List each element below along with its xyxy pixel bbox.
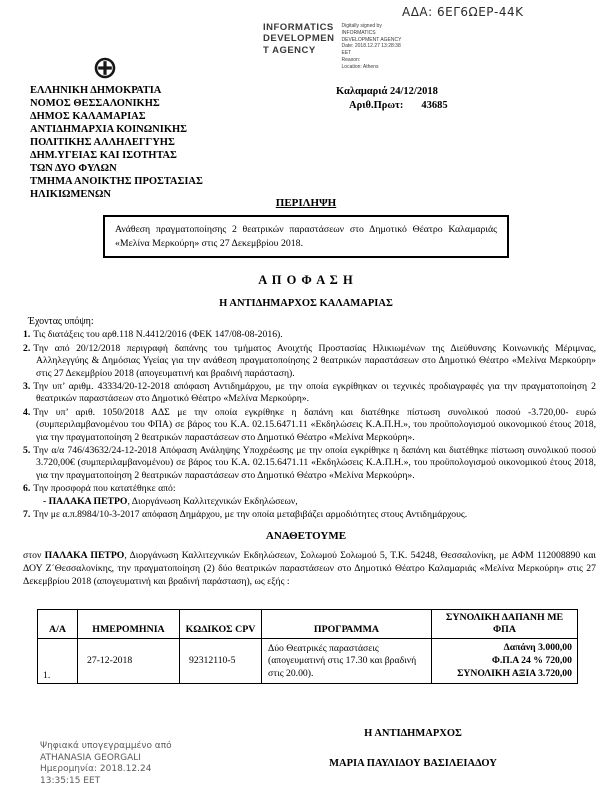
contractor-name: - ΠΑΛΑΚΑ ΠΕΤΡΟ [43, 495, 128, 507]
item-text: Τις διατάξεις του αρθ.118 Ν.4412/2016 (ΦΕΚ 147/08-08-2016). [33, 329, 283, 341]
cell-program: Δύο Θεατρικές παραστάσεις (απογευματινή στις 17.30 και βραδινή στις 20.00). [262, 639, 432, 683]
protocol-number: 43685 [421, 99, 448, 111]
cell-cpv: 92312110-5 [180, 639, 262, 683]
list-item [23, 445, 596, 482]
stamp-sig-line: INFORMATICS [341, 29, 376, 36]
letterhead-line: ΔΗΜ.ΥΓΕΙΑΣ ΚΑΙ ΙΣΟΤΗΤΑΣ [30, 150, 177, 161]
sig-line: 13:35:15 EET [40, 776, 101, 787]
stamp-agency-line: T AGENCY [263, 44, 316, 56]
item-text: Την υπ’ αριθ. 1050/2018 ΑΔΣ με την οποία εγκρίθηκε η δαπάνη και διατέθηκε πίστωση συνολικού ποσού -3.720,00- ευρώ (συμπεριλαμβανομένου του ΦΠΑ) σε βάρος του Κ.Α. 02.15.6471.11 «Εκδηλώσεις Κ.Α.Π.Η.», του προϋπολογισμού οικονομικού έτους 2018, για την πραγματοποίηση 2 θεατρικών παραστάσεων στο Δημοτικό Θέατρο «Μελίνα Μερκούρη». [33, 406, 596, 443]
item-number: 7. [23, 509, 31, 521]
date-protocol-block [336, 85, 556, 112]
stamp-agency-name [263, 22, 335, 70]
signatory-name: ΜΑΡΙΑ ΠΑΥΛΙΔΟΥ ΒΑΣΙΛΕΙΑΔΟΥ [329, 758, 497, 769]
list-item [23, 483, 596, 508]
col-header-date: ΗΜΕΡΟΜΗΝΙΑ [78, 609, 180, 639]
sig-line: Ψηφιακά υπογεγραμμένο από [40, 741, 172, 751]
signatory-block [248, 728, 578, 769]
considerations-list [23, 329, 596, 521]
col-header-cpv: ΚΩΔΙΚΟΣ CPV [180, 609, 262, 639]
contractor-name: ΠΑΛΑΚΑ ΠΕΤΡΟ [44, 549, 125, 561]
letterhead-line: ΤΜΗΜΑ ΑΝΟΙΚΤΗΣ ΠΡΟΣΤΑΣΙΑΣ [30, 176, 203, 187]
list-item [23, 329, 596, 341]
offer-submitter [36, 496, 596, 508]
ada-code: ΑΔΑ: 6ΕΓ6ΩΕΡ-44Κ [402, 5, 524, 19]
item-text: Την υπ’ αριθμ. 43334/20-12-2018 απόφαση Αντιδημάρχου, με την οποία εγκρίθηκαν οι τεχνικές προδιαγραφές για την πραγματοποίηση 2 θεατρικών παραστάσεων στο Δημοτικό Θέατρο «Μελίνα Μερκούρη». [33, 381, 596, 405]
stamp-sig-line: EET [341, 50, 352, 56]
letterhead-line: ΑΝΤΙΔΗΜΑΡΧΙΑ ΚΟΙΝΩΝΙΚΗΣ [30, 124, 188, 135]
stamp-sig-line: DEVELOPMENT AGENCY [341, 36, 402, 43]
letterhead [30, 84, 280, 201]
stamp-agency-line: DEVELOPMEN [263, 33, 335, 45]
list-item [23, 509, 596, 521]
letterhead-line: ΕΛΛΗΝΙΚΗ ΔΗΜΟΚΡΑΤΙΑ [30, 85, 162, 96]
assign-pre: στον [23, 549, 45, 561]
table-row [38, 639, 578, 683]
cost-vat: Φ.Π.Α 24 % 720,00 [491, 655, 572, 667]
assignment-table [37, 609, 578, 684]
assignment-paragraph [23, 549, 596, 588]
item-number: 5. [23, 445, 31, 457]
protocol-line [336, 99, 556, 113]
letterhead-line: ΠΟΛΙΤΙΚΗΣ ΑΛΛΗΛΕΓΓΥΗΣ [30, 137, 175, 148]
summary-box: Ανάθεση πραγματοποίησης 2 θεατρικών παραστάσεων στο Δημοτικό Θέατρο Καλαμαριάς «Μελίνα Μερκούρη» στις 27 Δεκεμβρίου 2018. [103, 215, 509, 258]
place-date: Καλαμαριά 24/12/2018 [336, 86, 438, 97]
item-text: Την από 20/12/2018 περιγραφή δαπάνης του τμήματος Ανοιχτής Προστασίας Ηλικιωμένων της Διεύθυνσης Κοινωνικής Μέριμνας, Αλληλεγγύης & Δημόσιας Υγείας για την ανάθεση πραγματοποίησης 2 θεατρικών παραστάσεων στο Δημοτικό Θέατρο «Μελίνα Μερκούρη» στις 27 Δεκεμβρίου 2018 (απογευματινή και βραδινή παράσταση). [33, 342, 596, 379]
col-header-cost: ΣΥΝΟΛΙΚΗ ΔΑΠΑΝΗ ΜΕ ΦΠΑ [432, 609, 578, 639]
assign-post: , Διοργάνωση Καλλιτεχνικών Εκδηλώσεων, Σολωμού Σολωμού 5, Τ.Κ. 54248, Θεσσαλονίκη, με ΑΦΜ 112008890 και ΔΟΥ Ζ΄Θεσσαλονίκης, την πραγματοποίηση (2) δύο θεατρικών παραστάσεων στο Δημοτικό Θέατρο Καλαμαριάς «Μελίνα Μερκούρη» στις 27 Δεκεμβρίου 2018 (απογευματινή και βραδινή παράσταση), ως εξής : [23, 549, 596, 587]
list-item [23, 343, 596, 380]
cell-cost [432, 639, 578, 683]
summary-heading: ΠΕΡΙΛΗΨΗ [275, 197, 337, 209]
stamp-sig-line: Reason: [341, 56, 361, 63]
cost-net: Δαπάνη 3.000,00 [503, 642, 572, 654]
item-number: 2. [23, 342, 31, 354]
item-number: 6. [23, 483, 31, 495]
item-number: 1. [23, 329, 31, 341]
document-body [0, 197, 612, 684]
cell-aa: 1. [38, 639, 78, 683]
assignment-heading: ΑΝΑΘΕΤΟΥΜΕ [265, 529, 347, 542]
list-item [23, 381, 596, 406]
signatory-title: Η ΑΝΤΙΔΗΜΑΡΧΟΣ [364, 728, 462, 739]
col-header-aa: Α/Α [38, 609, 78, 639]
stamp-sig-line: Digitally signed by [341, 23, 382, 29]
sig-line: Ημερομηνία: 2018.12.24 [40, 764, 152, 775]
digital-stamp [263, 22, 401, 70]
letterhead-line: ΤΩΝ ΔΥΟ ΦΥΛΩΝ [30, 163, 117, 174]
letterhead-line: ΔΗΜΟΣ ΚΑΛΑΜΑΡΙΑΣ [30, 111, 146, 122]
decision-heading: Α Π Ο Φ Α Σ Η [258, 273, 354, 288]
stamp-sig-line: Date: 2018.12.27 13:28:38 [341, 43, 401, 50]
col-header-program: ΠΡΟΓΡΑΜΜΑ [262, 609, 432, 639]
preamble: Έχοντας υπόψη: [28, 316, 94, 328]
decision-subheading: Η ΑΝΤΙΔΗΜΑΡΧΟΣ ΚΑΛΑΜΑΡΙΑΣ [219, 298, 393, 310]
letterhead-line: ΗΛΙΚΙΩΜΕΝΩΝ [30, 189, 111, 200]
list-item [23, 407, 596, 444]
item-number: 4. [23, 406, 31, 418]
sig-line: ATHANASIA GEORGALI [40, 752, 141, 763]
table-header-row [38, 609, 578, 639]
cell-date: 27-12-2018 [78, 639, 180, 683]
stamp-signature-details [342, 22, 402, 70]
item-number: 3. [23, 381, 31, 393]
letterhead-line: ΝΟΜΟΣ ΘΕΣΣΑΛΟΝΙΚΗΣ [30, 98, 160, 109]
greek-emblem-icon [94, 56, 116, 85]
contractor-desc: , Διοργάνωση Καλλιτεχνικών Εκδηλώσεων, [127, 495, 298, 507]
protocol-label: Αριθ.Πρωτ: [349, 99, 404, 111]
item-text: Την α/α 746/43632/24-12-2018 Απόφαση Ανάληψης Υποχρέωσης με την οποία εγκρίθηκε η δαπάνη και διατέθηκε πίστωση συνολικού ποσού 3.720,00€ (συμπεριλαμβανομένου) σε βάρος του Κ.Α. 02.15.6471.11 «Εκδηλώσεις Κ.Α.Π.Η.», του προϋπολογισμού οικονομικού έτους 2018, για την πραγματοποίηση 2 θεατρικών παραστάσεων στο Δημοτικό Θέατρο «Μελίνα Μερκούρη». [33, 445, 596, 481]
stamp-sig-line: Location: Athens [341, 63, 379, 70]
item-text: Την προσφορά που κατατέθηκε από: [33, 483, 176, 495]
cost-total: ΣΥΝΟΛΙΚΗ ΑΞΙΑ 3.720,00 [457, 668, 572, 680]
digital-signature-note [40, 741, 172, 788]
stamp-agency-line: INFORMATICS [263, 22, 334, 33]
item-text: Την με α.π.8984/10-3-2017 απόφαση Δημάρχου, με την οποία μεταβιβάζει αρμοδιότητες στους Αντιδημάρχους. [33, 509, 468, 521]
